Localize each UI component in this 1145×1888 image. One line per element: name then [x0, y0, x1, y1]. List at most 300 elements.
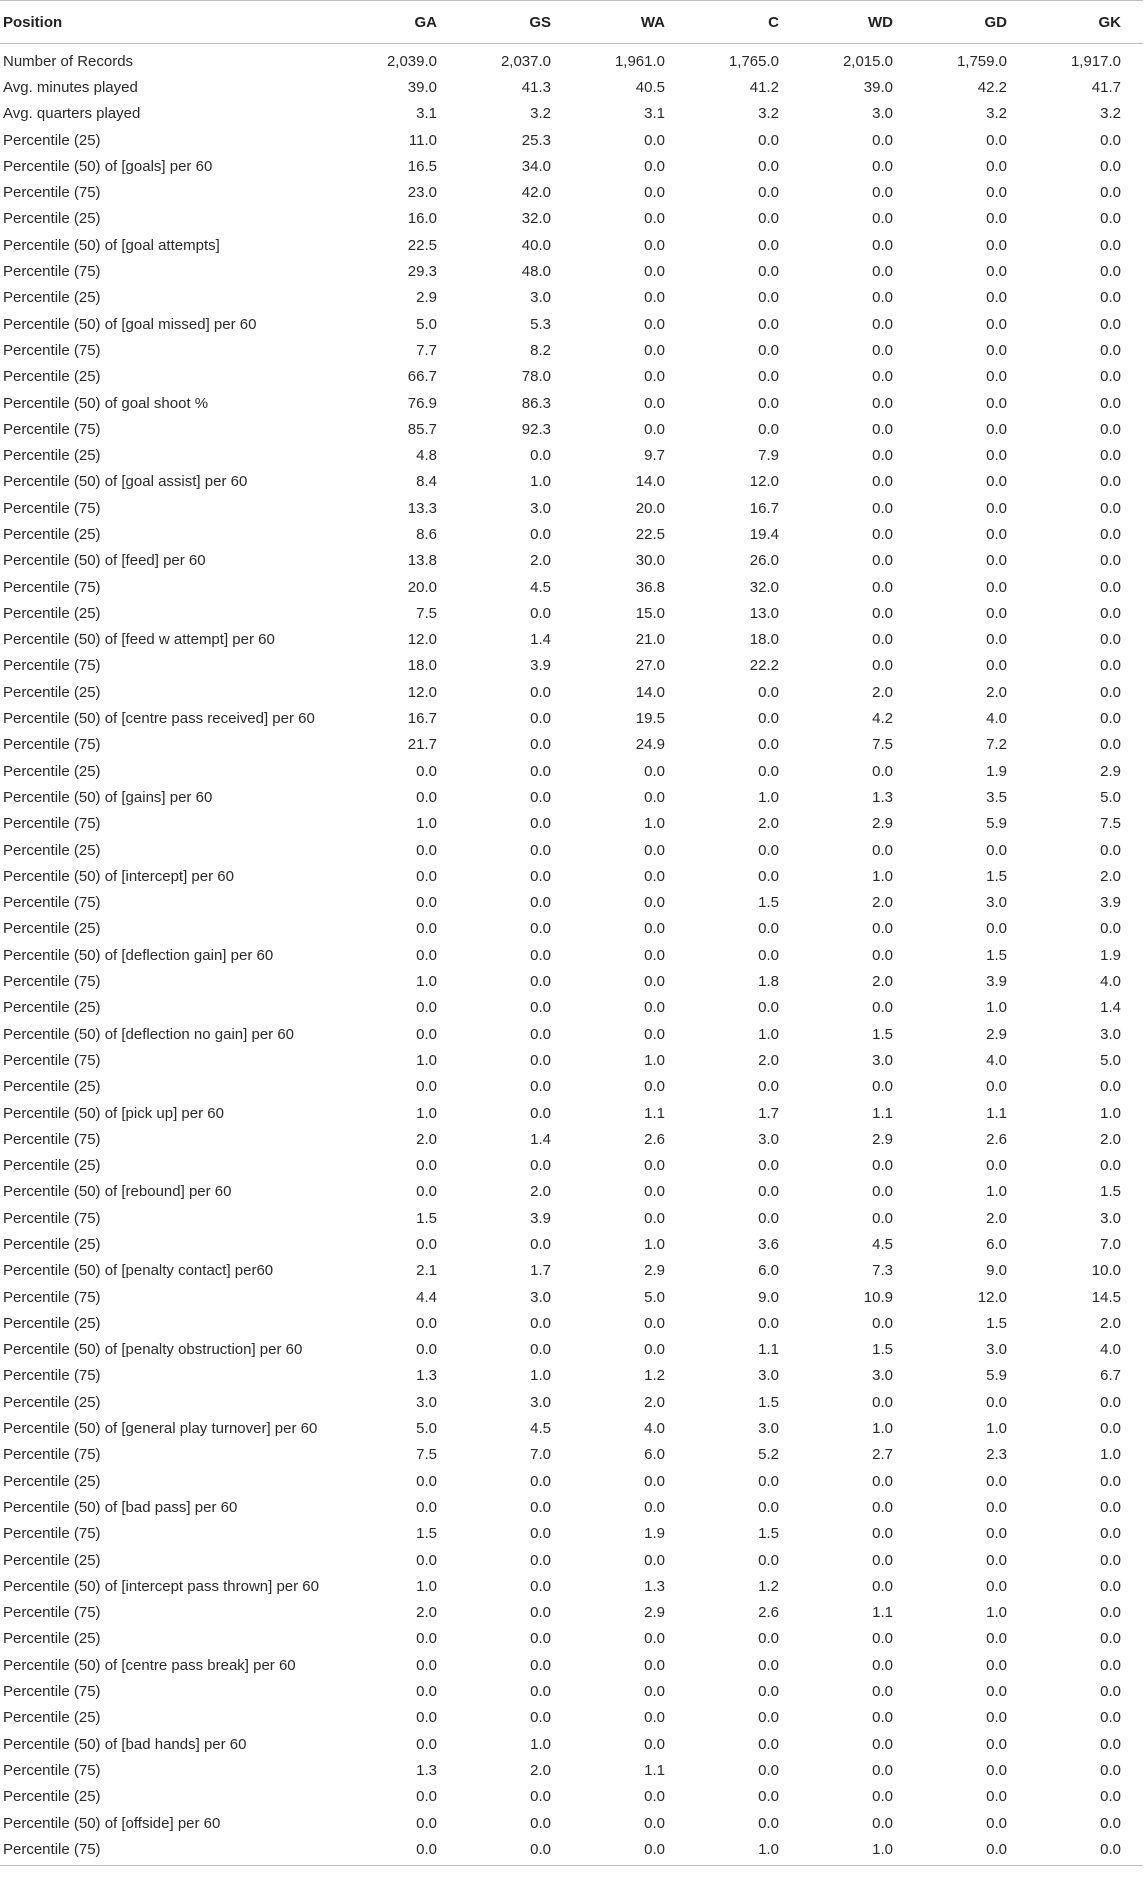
- cell-wa: 1.2: [644, 1367, 665, 1385]
- cell-ga: 2,039.0: [386, 52, 437, 70]
- cell-wa: 0.0: [644, 289, 665, 307]
- table-row: [0, 916, 1143, 942]
- row-label: Percentile (50) of [penalty obstruction] per 60: [3, 1341, 303, 1359]
- cell-gk: 5.0: [1100, 1051, 1121, 1069]
- cell-gk: 2.9: [1100, 762, 1121, 780]
- cell-wa: 0.0: [644, 1183, 665, 1201]
- table-header: [0, 1, 1143, 44]
- cell-ga: 2.0: [416, 1130, 437, 1148]
- cell-wa: 2.0: [644, 1393, 665, 1411]
- cell-wa: 27.0: [635, 657, 665, 675]
- cell-c: 0.0: [758, 263, 779, 281]
- table-row: [0, 311, 1143, 337]
- cell-gs: 0.0: [530, 1814, 551, 1832]
- cell-wd: 0.0: [872, 1498, 893, 1516]
- table-row: [0, 1205, 1143, 1231]
- cell-gk: 0.0: [1100, 263, 1121, 281]
- cell-gs: 42.0: [521, 184, 551, 202]
- cell-c: 0.0: [758, 1183, 779, 1201]
- cell-gk: 0.0: [1029, 1836, 1143, 1866]
- cell-c: 6.0: [758, 1262, 779, 1280]
- row-label: Percentile (75): [3, 1446, 101, 1464]
- cell-gd: 0.0: [986, 341, 1007, 359]
- cell-gd: 0.0: [986, 841, 1007, 859]
- cell-ga: 13.8: [407, 552, 437, 570]
- cell-gk: 1.0: [1100, 1104, 1121, 1122]
- row-label: Percentile (25): [3, 1709, 101, 1727]
- table-row: [0, 1468, 1143, 1494]
- cell-c: 1.5: [758, 1525, 779, 1543]
- cell-gk: 0.0: [1100, 341, 1121, 359]
- cell-wa: 0.0: [644, 841, 665, 859]
- cell-wd: 0.0: [872, 1157, 893, 1175]
- table-row: [0, 995, 1143, 1021]
- cell-gk: 0.0: [1100, 683, 1121, 701]
- cell-gd: 0.0: [986, 1709, 1007, 1727]
- cell-gd: 0.0: [986, 1157, 1007, 1175]
- cell-gd: 6.0: [986, 1236, 1007, 1253]
- cell-c: 1.5: [758, 894, 779, 912]
- cell-gd: 0.0: [986, 552, 1007, 570]
- cell-gk: 5.0: [1100, 788, 1121, 806]
- cell-wa: 1,961.0: [614, 52, 665, 70]
- cell-gd: 3.0: [986, 1341, 1007, 1359]
- cell-c: 0.0: [758, 131, 779, 149]
- cell-ga: 2.9: [416, 289, 437, 307]
- cell-gs: 0.0: [530, 973, 551, 991]
- cell-gk: 14.5: [1091, 1288, 1121, 1306]
- cell-c: 1.0: [758, 1025, 779, 1043]
- row-label: Percentile (25): [3, 604, 101, 622]
- cell-gd: 1.5: [986, 867, 1007, 885]
- cell-wd: 0.0: [872, 1551, 893, 1569]
- table-row: [0, 495, 1143, 521]
- cell-gd: 2.6: [986, 1130, 1007, 1148]
- cell-gd: 0.0: [986, 1525, 1007, 1543]
- cell-wd: 0.0: [872, 762, 893, 780]
- cell-gk: 10.0: [1091, 1262, 1121, 1280]
- cell-wd: 1.5: [872, 1341, 893, 1359]
- cell-ga: 39.0: [407, 78, 437, 96]
- table-row: [0, 758, 1143, 784]
- cell-wd: 1.1: [872, 1604, 893, 1622]
- table-row: [0, 1389, 1143, 1415]
- table-row: [0, 416, 1143, 442]
- cell-ga: 1.5: [416, 1525, 437, 1543]
- row-label: Percentile (50) of [gains] per 60: [3, 788, 213, 806]
- cell-gs: 0.0: [530, 920, 551, 938]
- cell-gk: 0.0: [1100, 1630, 1121, 1648]
- cell-c: 1,765.0: [728, 52, 779, 70]
- cell-gs: 0.0: [530, 447, 551, 465]
- cell-gd: 1.0: [986, 1604, 1007, 1622]
- cell-gd: 0.0: [986, 1788, 1007, 1806]
- cell-c: 0.0: [758, 1551, 779, 1569]
- cell-ga: 16.0: [407, 210, 437, 228]
- cell-wa: 20.0: [635, 499, 665, 517]
- row-label: Percentile (75): [3, 263, 101, 281]
- cell-gs: 0.0: [530, 1498, 551, 1516]
- cell-ga: 8.6: [416, 525, 437, 543]
- row-label: Percentile (75): [3, 1525, 101, 1543]
- cell-wa: 0.0: [644, 236, 665, 254]
- cell-ga: 0.0: [416, 894, 437, 912]
- cell-c: 0.0: [758, 736, 779, 754]
- cell-c: 0.0: [758, 841, 779, 859]
- row-label: Percentile (25): [3, 999, 101, 1017]
- cell-wd: 0.0: [872, 999, 893, 1017]
- header-c: C: [687, 1, 801, 44]
- cell-gk: 0.0: [1100, 920, 1121, 938]
- cell-wd: 1.0: [801, 1836, 915, 1866]
- cell-wa: 6.0: [644, 1446, 665, 1464]
- cell-ga: 76.9: [407, 394, 437, 412]
- cell-gd: 0.0: [986, 631, 1007, 649]
- cell-gs: 0.0: [530, 946, 551, 964]
- cell-c: 9.0: [758, 1288, 779, 1306]
- cell-ga: 0.0: [416, 1183, 437, 1201]
- cell-wd: 0.0: [872, 315, 893, 333]
- cell-ga: 4.4: [416, 1288, 437, 1306]
- cell-c: 0.0: [758, 368, 779, 386]
- cell-wd: 0.0: [872, 920, 893, 938]
- table-row: [0, 574, 1143, 600]
- cell-wa: 22.5: [635, 525, 665, 543]
- cell-gs: 0.0: [530, 604, 551, 622]
- cell-wd: 0.0: [872, 236, 893, 254]
- cell-gd: 0.0: [986, 578, 1007, 596]
- cell-wa: 2.9: [644, 1604, 665, 1622]
- row-label: Percentile (75): [3, 736, 101, 754]
- cell-c: 16.7: [749, 499, 779, 517]
- cell-wd: 2.7: [872, 1446, 893, 1464]
- cell-wd: 0.0: [872, 394, 893, 412]
- cell-c: 3.0: [758, 1367, 779, 1385]
- cell-wd: 0.0: [872, 131, 893, 149]
- table-row: [0, 1836, 1143, 1866]
- cell-c: 0.0: [758, 1314, 779, 1332]
- cell-gk: 2.0: [1100, 867, 1121, 885]
- cell-gs: 0.0: [530, 999, 551, 1017]
- cell-c: 0.0: [758, 1157, 779, 1175]
- cell-c: 0.0: [758, 710, 779, 728]
- cell-c: 0.0: [758, 184, 779, 202]
- cell-gd: 0.0: [986, 1393, 1007, 1411]
- cell-gk: 0.0: [1100, 131, 1121, 149]
- cell-c: 0.0: [758, 420, 779, 438]
- cell-gs: 2.0: [530, 1761, 551, 1779]
- cell-wa: 0.0: [644, 999, 665, 1017]
- cell-gk: 0.0: [1100, 1604, 1121, 1622]
- cell-gk: 0.0: [1100, 1683, 1121, 1701]
- cell-gk: 0.0: [1100, 1420, 1121, 1438]
- cell-gs: 0.0: [530, 815, 551, 833]
- cell-wa: 0.0: [644, 1025, 665, 1043]
- cell-ga: 0.0: [416, 841, 437, 859]
- cell-wd: 1.1: [872, 1104, 893, 1122]
- cell-c: 0.0: [758, 315, 779, 333]
- row-label: Percentile (75): [3, 499, 101, 517]
- table-row: [0, 1179, 1143, 1205]
- header-wa: WA: [573, 1, 687, 44]
- cell-gd: 0.0: [986, 473, 1007, 491]
- cell-ga: 16.7: [407, 710, 437, 728]
- cell-wd: 0.0: [872, 946, 893, 964]
- cell-gk: 0.0: [1100, 841, 1121, 859]
- cell-wd: 0.0: [872, 447, 893, 465]
- cell-ga: 1.5: [416, 1209, 437, 1227]
- cell-wa: 1.0: [644, 815, 665, 833]
- cell-wa: 9.7: [644, 447, 665, 465]
- cell-gd: 1.0: [986, 999, 1007, 1017]
- table-row: [0, 1547, 1143, 1573]
- cell-ga: 4.8: [416, 447, 437, 465]
- cell-gk: 0.0: [1100, 657, 1121, 675]
- cell-gd: 1.0: [986, 1420, 1007, 1438]
- cell-c: 0.0: [758, 1656, 779, 1674]
- cell-ga: 7.5: [416, 1446, 437, 1464]
- cell-gk: 0.0: [1100, 394, 1121, 412]
- cell-gd: 0.0: [986, 394, 1007, 412]
- table-row: [0, 1126, 1143, 1152]
- cell-gk: 0.0: [1100, 1498, 1121, 1516]
- cell-c: 19.4: [749, 525, 779, 543]
- cell-gd: 0.0: [986, 1814, 1007, 1832]
- cell-gd: 1,759.0: [956, 52, 1007, 70]
- cell-gd: 1.1: [986, 1104, 1007, 1122]
- cell-gk: 6.7: [1100, 1367, 1121, 1385]
- cell-gd: 0.0: [986, 525, 1007, 543]
- row-label: Percentile (50) of [deflection no gain] per 60: [3, 1025, 295, 1043]
- cell-gd: 1.5: [986, 946, 1007, 964]
- cell-gd: 0.0: [986, 1078, 1007, 1096]
- cell-gk: 0.0: [1100, 1157, 1121, 1175]
- cell-ga: 21.7: [407, 736, 437, 754]
- cell-wd: 3.0: [872, 105, 893, 123]
- table-row: [0, 1705, 1143, 1731]
- cell-wa: 0.0: [644, 1683, 665, 1701]
- cell-gd: 0.0: [986, 1683, 1007, 1701]
- row-label: Percentile (50) of [penalty contact] per60: [3, 1262, 274, 1280]
- cell-ga: 2.1: [416, 1262, 437, 1280]
- table-body: [0, 44, 1143, 1866]
- cell-c: 18.0: [749, 631, 779, 649]
- cell-ga: 1.3: [416, 1367, 437, 1385]
- table-row: [0, 1494, 1143, 1520]
- cell-ga: 7.7: [416, 341, 437, 359]
- cell-wa: 1.0: [644, 1051, 665, 1069]
- cell-gd: 1.0: [986, 1183, 1007, 1201]
- cell-c: 1.0: [758, 788, 779, 806]
- cell-ga: 1.0: [416, 1577, 437, 1595]
- cell-wd: 0.0: [872, 1183, 893, 1201]
- cell-c: 0.0: [758, 762, 779, 780]
- cell-gs: 3.0: [530, 289, 551, 307]
- cell-c: 3.6: [758, 1236, 779, 1253]
- cell-wa: 0.0: [644, 1209, 665, 1227]
- cell-gs: 1.0: [530, 1735, 551, 1753]
- table-row: [0, 837, 1143, 863]
- cell-wd: 7.5: [872, 736, 893, 754]
- cell-gs: 0.0: [530, 1788, 551, 1806]
- cell-ga: 0.0: [416, 1157, 437, 1175]
- cell-gs: 3.0: [530, 1393, 551, 1411]
- row-label: Percentile (25): [3, 447, 101, 465]
- cell-wa: 0.0: [644, 1551, 665, 1569]
- cell-wa: 0.0: [644, 341, 665, 359]
- cell-gk: 0.0: [1100, 184, 1121, 202]
- cell-c: 0.0: [758, 1814, 779, 1832]
- cell-gd: 0.0: [986, 263, 1007, 281]
- cell-gs: 92.3: [521, 420, 551, 438]
- cell-gs: 4.5: [530, 1420, 551, 1438]
- cell-wd: 1.3: [872, 788, 893, 806]
- cell-gk: 0.0: [1100, 1788, 1121, 1806]
- row-label: Percentile (25): [3, 1472, 101, 1490]
- cell-c: 1.7: [758, 1104, 779, 1122]
- cell-ga: 7.5: [416, 604, 437, 622]
- table-row: [0, 1573, 1143, 1599]
- table-row: [0, 705, 1143, 731]
- cell-ga: 0.0: [416, 946, 437, 964]
- cell-gk: 0.0: [1100, 1577, 1121, 1595]
- cell-ga: 0.0: [416, 1025, 437, 1043]
- cell-c: 13.0: [749, 604, 779, 622]
- cell-wa: 1.3: [644, 1577, 665, 1595]
- table-row: [0, 179, 1143, 205]
- cell-gs: 0.0: [530, 1157, 551, 1175]
- cell-gs: 7.0: [530, 1446, 551, 1464]
- cell-wa: 0.0: [644, 973, 665, 991]
- cell-gk: 0.0: [1100, 447, 1121, 465]
- cell-gd: 4.0: [986, 710, 1007, 728]
- cell-ga: 1.0: [416, 973, 437, 991]
- cell-gk: 0.0: [1100, 1551, 1121, 1569]
- row-label: Percentile (50) of [goal attempts]: [3, 236, 220, 254]
- cell-c: 0.0: [758, 920, 779, 938]
- row-label: Percentile (25): [3, 1393, 101, 1411]
- row-label: Percentile (75): [3, 657, 101, 675]
- cell-wa: 36.8: [635, 578, 665, 596]
- cell-gk: 0.0: [1100, 210, 1121, 228]
- cell-wd: 2,015.0: [842, 52, 893, 70]
- table-row: [0, 653, 1143, 679]
- cell-c: 0.0: [758, 394, 779, 412]
- cell-gs: 1.7: [530, 1262, 551, 1280]
- table-row: [0, 1310, 1143, 1336]
- row-label: Percentile (50) of [intercept] per 60: [3, 867, 234, 885]
- cell-gk: 0.0: [1100, 710, 1121, 728]
- row-label: Percentile (25): [3, 210, 101, 228]
- cell-c: 12.0: [749, 473, 779, 491]
- cell-ga: 8.4: [416, 473, 437, 491]
- cell-wa: 0.0: [644, 157, 665, 175]
- cell-gk: 1.5: [1100, 1183, 1121, 1201]
- cell-gs: 0.0: [530, 710, 551, 728]
- row-label: Percentile (25): [3, 525, 101, 543]
- cell-gs: 0.0: [530, 1078, 551, 1096]
- cell-c: 2.0: [758, 1051, 779, 1069]
- table-row: [0, 1626, 1143, 1652]
- cell-ga: 0.0: [416, 1709, 437, 1727]
- cell-ga: 5.0: [416, 315, 437, 333]
- table-row: [0, 258, 1143, 284]
- row-label: Percentile (75): [3, 973, 101, 991]
- cell-wd: 0.0: [872, 1209, 893, 1227]
- header-gd: GD: [915, 1, 1029, 44]
- cell-gs: 0.0: [530, 1314, 551, 1332]
- cell-ga: 16.5: [407, 157, 437, 175]
- cell-wa: 1.0: [644, 1236, 665, 1253]
- cell-wd: 0.0: [872, 1709, 893, 1727]
- cell-gs: 0.0: [530, 788, 551, 806]
- cell-c: 0.0: [758, 1709, 779, 1727]
- cell-wa: 1.1: [644, 1104, 665, 1122]
- cell-ga: 0.0: [416, 762, 437, 780]
- cell-ga: 0.0: [416, 1630, 437, 1648]
- cell-ga: 0.0: [416, 999, 437, 1017]
- cell-wd: 0.0: [872, 1577, 893, 1595]
- table-row: [0, 548, 1143, 574]
- cell-c: 41.2: [749, 78, 779, 96]
- cell-ga: 3.1: [416, 105, 437, 123]
- cell-gd: 0.0: [986, 1630, 1007, 1648]
- cell-wa: 0.0: [644, 1709, 665, 1727]
- cell-c: 7.9: [758, 447, 779, 465]
- table-row: [0, 1600, 1143, 1626]
- row-label: Percentile (25): [3, 762, 101, 780]
- table-row: [0, 863, 1143, 889]
- row-label: Percentile (50) of [goal missed] per 60: [3, 315, 257, 333]
- cell-gd: 0.0: [986, 1472, 1007, 1490]
- cell-c: 1.0: [687, 1836, 801, 1866]
- cell-gd: 3.9: [986, 973, 1007, 991]
- cell-gs: 0.0: [530, 1577, 551, 1595]
- cell-gd: 0.0: [986, 210, 1007, 228]
- table-row: [0, 521, 1143, 547]
- cell-wa: 5.0: [644, 1288, 665, 1306]
- cell-gs: 0.0: [530, 1472, 551, 1490]
- cell-wa: 19.5: [635, 710, 665, 728]
- cell-gk: 0.0: [1100, 236, 1121, 254]
- cell-gk: 3.0: [1100, 1025, 1121, 1043]
- cell-gs: 0.0: [530, 1051, 551, 1069]
- cell-ga: 0.0: [416, 1341, 437, 1359]
- table-row: [0, 1047, 1143, 1073]
- cell-gk: 1.4: [1100, 999, 1121, 1017]
- cell-gs: 2.0: [530, 552, 551, 570]
- row-label: Percentile (50) of [goal assist] per 60: [3, 473, 248, 491]
- row-label: Percentile (50) of [offside] per 60: [3, 1814, 221, 1832]
- cell-gk: 3.0: [1100, 1209, 1121, 1227]
- cell-gd: 0.0: [986, 184, 1007, 202]
- cell-gk: 4.0: [1100, 973, 1121, 991]
- cell-wd: 0.0: [872, 1525, 893, 1543]
- cell-wa: 1.9: [644, 1525, 665, 1543]
- table-row: [0, 1100, 1143, 1126]
- header-gs: GS: [459, 1, 573, 44]
- cell-wa: 14.0: [635, 473, 665, 491]
- cell-gs: 0.0: [530, 1709, 551, 1727]
- cell-c: 3.0: [758, 1420, 779, 1438]
- cell-gs: 0.0: [530, 1525, 551, 1543]
- cell-wa: 0.0: [644, 368, 665, 386]
- cell-gs: 0.0: [530, 867, 551, 885]
- row-label: Percentile (50) of [general play turnover] per 60: [3, 1420, 318, 1438]
- cell-c: 26.0: [749, 552, 779, 570]
- row-label: Avg. minutes played: [3, 78, 138, 96]
- row-label: Percentile (75): [3, 578, 101, 596]
